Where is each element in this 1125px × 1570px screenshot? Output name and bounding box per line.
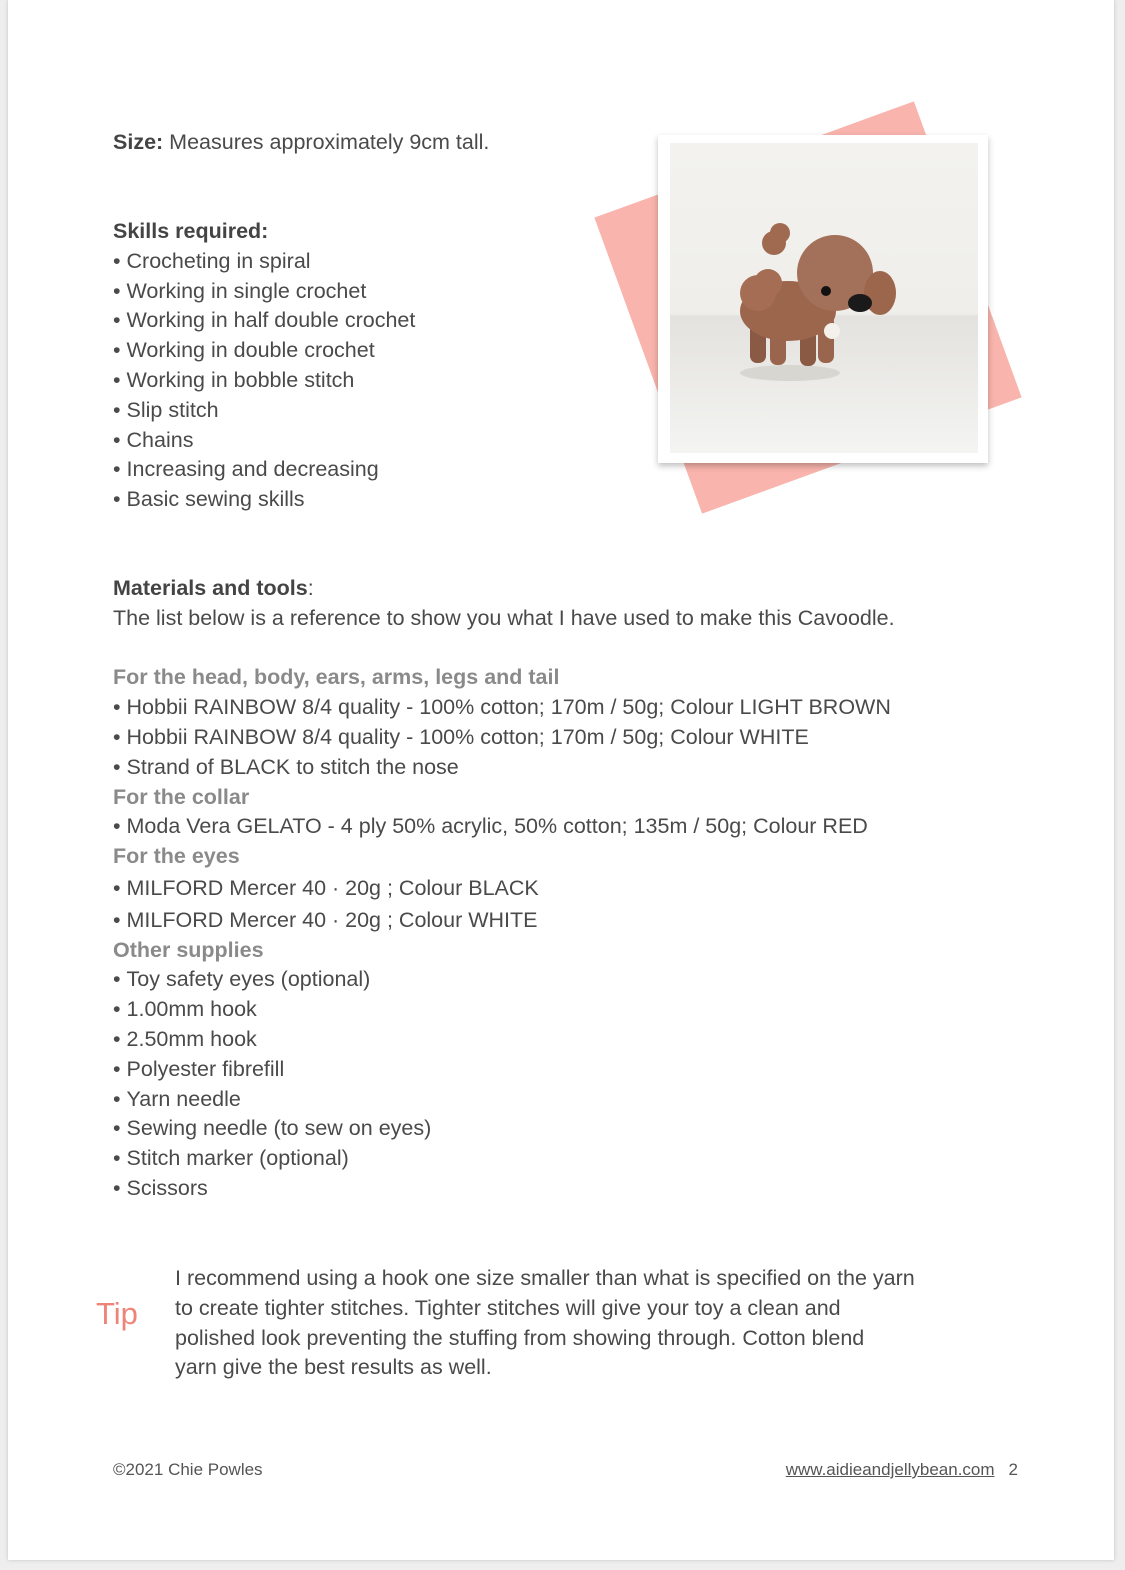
other-supplies-title: Other supplies <box>113 937 264 962</box>
tip-line: polished look preventing the stuffing from showing through. Cotton blend <box>175 1325 865 1350</box>
tip-line: I recommend using a hook one size smaller than what is specified on the yarn <box>175 1266 915 1290</box>
material-item: • Hobbii RAINBOW 8/4 quality - 100% cotton; 170m / 50g; Colour WHITE <box>113 723 1013 753</box>
materials-intro: The list below is a reference to show you what I have used to make this Cavoodle. <box>113 605 895 630</box>
supply-item: • Scissors <box>113 1174 1013 1204</box>
supply-item: • Polyester fibrefill <box>113 1055 1013 1085</box>
supply-item: • 1.00mm hook <box>113 995 1013 1025</box>
supply-item: • Sewing needle (to sew on eyes) <box>113 1114 1013 1144</box>
page-number: 2 <box>1008 1460 1018 1479</box>
supply-item: • Yarn needle <box>113 1085 1013 1115</box>
skill-item: • Working in double crochet <box>113 336 1013 366</box>
material-item: • Strand of BLACK to stitch the nose <box>113 753 1013 783</box>
footer-right <box>786 1460 1018 1480</box>
cavoodle-photo <box>670 143 978 453</box>
photo-frame <box>658 135 988 463</box>
skill-item: • Basic sewing skills <box>113 485 1013 515</box>
tip-text <box>175 1264 965 1383</box>
material-item: • MILFORD Mercer 40 · 20g ; Colour WHITE <box>113 906 1013 936</box>
materials-section <box>113 574 1013 1204</box>
skill-item: • Working in bobble stitch <box>113 366 1013 396</box>
head-materials-title: For the head, body, ears, arms, legs and tail <box>113 665 560 690</box>
skill-item: • Chains <box>113 426 1013 456</box>
material-item: • MILFORD Mercer 40 · 20g ; Colour BLACK <box>113 874 1013 904</box>
skill-item: • Increasing and decreasing <box>113 455 1013 485</box>
skill-item: • Crocheting in spiral <box>113 247 1013 277</box>
skill-item: • Slip stitch <box>113 396 1013 426</box>
eyes-materials-title: For the eyes <box>113 844 240 869</box>
tip-label: Tip <box>96 1296 138 1331</box>
tip-line: to create tighter stitches. Tighter stitches will give your toy a clean and <box>175 1295 841 1320</box>
materials-title: Materials and tools <box>113 576 308 600</box>
supply-item: • 2.50mm hook <box>113 1025 1013 1055</box>
crochet-dog-illustration <box>670 143 978 453</box>
size-text: Measures approximately 9cm tall. <box>163 130 490 154</box>
size-label: Size: <box>113 130 164 154</box>
document-page <box>8 0 1114 1560</box>
tip-line: yarn give the best results as well. <box>175 1355 492 1380</box>
supply-item: • Toy safety eyes (optional) <box>113 965 1013 995</box>
supply-item: • Stitch marker (optional) <box>113 1144 1013 1174</box>
skills-title: Skills required: <box>113 219 269 243</box>
skill-item: • Working in single crochet <box>113 277 1013 307</box>
skill-item: • Working in half double crochet <box>113 306 1013 336</box>
material-item: • Moda Vera GELATO - 4 ply 50% acrylic, 50% cotton; 135m / 50g; Colour RED <box>113 812 1013 842</box>
material-item: • Hobbii RAINBOW 8/4 quality - 100% cotton; 170m / 50g; Colour LIGHT BROWN <box>113 693 1013 723</box>
footer-website-link[interactable]: www.aidieandjellybean.com <box>785 1460 995 1479</box>
footer-copyright: ©2021 Chie Powles <box>113 1460 263 1479</box>
collar-materials-title: For the collar <box>113 784 250 809</box>
materials-colon: : <box>307 576 314 600</box>
